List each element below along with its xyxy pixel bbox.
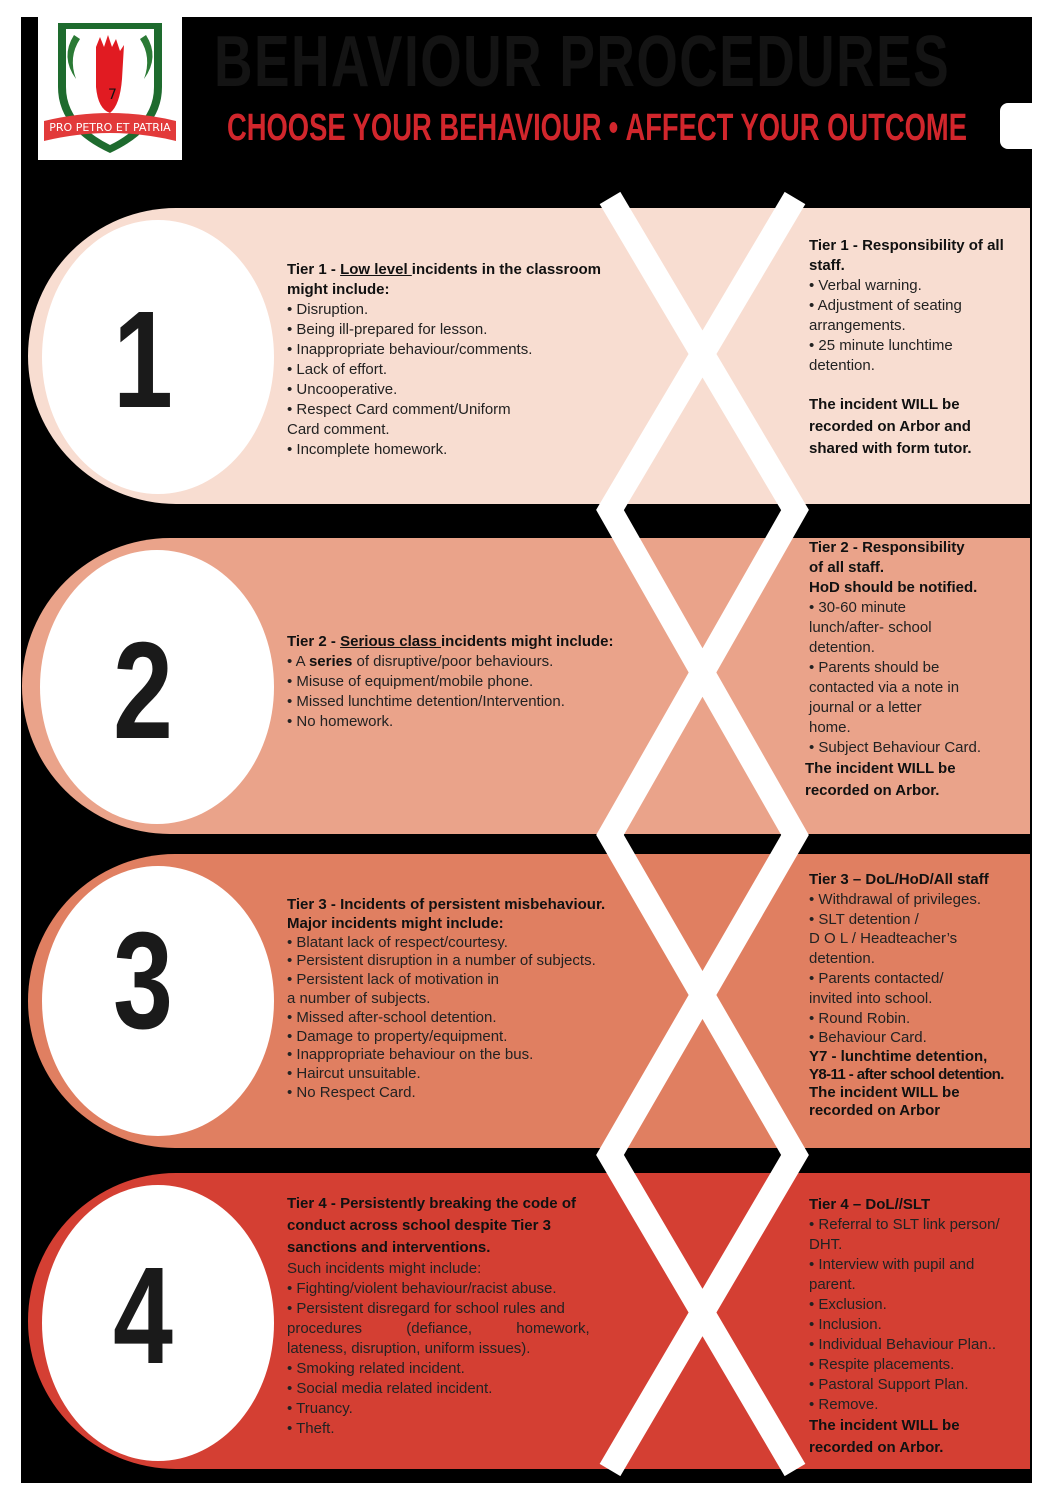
list-item: • Incomplete homework.	[287, 440, 627, 460]
tier-1-footer: shared with form tutor.	[809, 440, 972, 457]
list-item: • Individual Behaviour Plan..	[809, 1336, 997, 1353]
list-item: • Truancy.	[287, 1400, 353, 1417]
tier-3-sanction-heading: Tier 3 – DoL/HoD/All staff	[809, 871, 989, 888]
tier-1-heading-line2: might include:	[287, 281, 390, 298]
list-item	[287, 652, 637, 672]
list-item: • 30-60 minute	[809, 599, 906, 616]
list-item: • Disruption.	[287, 300, 627, 320]
school-crest-logo	[38, 17, 182, 160]
list-item: detention.	[809, 639, 875, 656]
list-item: • Subject Behaviour Card.	[809, 739, 982, 756]
tier-1-sanctions	[809, 236, 1019, 460]
tier-2-sanction-heading: HoD should be notified.	[809, 579, 978, 596]
list-item: lunch/after- school	[809, 619, 932, 636]
list-item: • Pastoral Support Plan.	[809, 1376, 969, 1393]
tier-1-band	[0, 208, 1049, 504]
tier-3-detention-note: Y7 - lunchtime detention,	[809, 1048, 988, 1066]
list-item: • Uncooperative.	[287, 380, 627, 400]
list-item: • Respect Card comment/Uniform	[287, 400, 627, 420]
tier-4-footer: recorded on Arbor.	[809, 1439, 944, 1456]
tier-1-footer: The incident WILL be	[809, 396, 960, 413]
tier-4-sanction-heading: Tier 4 – DoL//SLT	[809, 1196, 931, 1213]
list-item: • SLT detention /	[809, 910, 919, 928]
tier-4-heading: conduct across school despite Tier 3	[287, 1217, 551, 1234]
tier-4-heading: sanctions and interventions.	[287, 1239, 491, 1256]
list-item-continuation: detention.	[809, 357, 875, 374]
tier-1-number: 1	[113, 283, 173, 437]
item-emphasis: series	[308, 653, 353, 670]
subtitle-part-1: CHOOSE YOUR BEHAVIOUR	[227, 107, 602, 149]
list-intro: Such incidents might include:	[287, 1260, 482, 1277]
tier-1-heading-underlined: Low level	[340, 261, 412, 278]
page-subtitle	[227, 106, 967, 150]
tier-2-sanction-heading: Tier 2 - Responsibility	[809, 539, 965, 556]
svg-text:7: 7	[108, 87, 117, 103]
list-item: • Adjustment of seating	[809, 296, 1019, 316]
list-item: • Damage to property/equipment.	[287, 1027, 508, 1045]
subtitle-part-2: AFFECT YOUR OUTCOME	[625, 107, 967, 149]
list-item: DHT.	[809, 1236, 843, 1253]
list-item: • Verbal warning.	[809, 276, 1019, 296]
tier-3-footer: The incident WILL be	[809, 1084, 960, 1102]
list-item-continuation: lateness, disruption, uniform issues).	[287, 1340, 531, 1357]
list-item: • Missed lunchtime detention/Intervention.	[287, 692, 637, 712]
list-item: • Withdrawal of privileges.	[809, 890, 981, 908]
tier-3-band	[0, 854, 1049, 1148]
list-item: • No homework.	[287, 712, 637, 732]
tier-3-heading: Tier 3 - Incidents of persistent misbehaviour.	[287, 896, 606, 913]
list-item: • Referral to SLT link person/	[809, 1216, 1000, 1233]
crest-motto: PRO PETRO ET PATRIA	[49, 121, 171, 134]
tier-2-heading-rest: incidents might include:	[441, 633, 614, 650]
list-item: • Behaviour Card.	[809, 1029, 927, 1047]
list-item: D O L / Headteacher’s	[809, 930, 958, 948]
list-item-continuation: procedures (defiance, homework,	[287, 1320, 590, 1337]
list-item: • Missed after-school detention.	[287, 1008, 497, 1026]
list-item: • Respite placements.	[809, 1356, 955, 1373]
tier-3-number: 3	[113, 904, 173, 1058]
list-item: • Theft.	[287, 1420, 335, 1437]
list-item: contacted via a note in	[809, 679, 960, 696]
list-item: • Social media related incident.	[287, 1380, 493, 1397]
list-item: • Exclusion.	[809, 1296, 887, 1313]
tier-1-sanction-heading-cont: staff.	[809, 257, 845, 274]
page-title: BEHAVIOUR PROCEDURES	[214, 22, 951, 102]
tier-1-footer: recorded on Arbor and	[809, 418, 971, 435]
tier-4-footer: The incident WILL be	[809, 1417, 960, 1434]
list-item: home.	[809, 719, 851, 736]
tier-2-incidents	[287, 632, 637, 732]
list-item: • Remove.	[809, 1396, 879, 1413]
tier-2-footer: The incident WILL be	[805, 760, 956, 777]
tier-3-incidents	[287, 896, 637, 1103]
crest-emblem	[38, 17, 182, 160]
list-item: • Persistent lack of motivation in	[287, 971, 500, 989]
list-item: • Parents should be	[809, 659, 940, 676]
list-item: detention.	[809, 950, 875, 968]
tier-1-heading-prefix: Tier 1 -	[287, 261, 341, 278]
tier-4-sanctions	[809, 1195, 1024, 1459]
tier-2-heading-prefix: Tier 2 -	[287, 633, 341, 650]
list-item-continuation: Card comment.	[287, 421, 390, 438]
list-item: • Persistent disruption in a number of subjects.	[287, 952, 596, 970]
list-item: a number of subjects.	[287, 989, 431, 1007]
list-item: parent.	[809, 1276, 856, 1293]
list-item: • Inappropriate behaviour/comments.	[287, 340, 627, 360]
tier-2-number: 2	[113, 614, 173, 768]
list-item: • Lack of effort.	[287, 360, 627, 380]
list-item: • Haircut unsuitable.	[287, 1065, 421, 1083]
list-item-continuation: arrangements.	[809, 317, 906, 334]
corner-tab	[1000, 103, 1040, 149]
list-item: • Interview with pupil and	[809, 1256, 975, 1273]
list-item: • Round Robin.	[809, 1009, 911, 1027]
list-item: invited into school.	[809, 989, 933, 1007]
tier-2-sanctions	[805, 538, 1019, 802]
list-item: • Parents contacted/	[809, 969, 944, 987]
tier-1-sanction-heading: Tier 1 - Responsibility of all	[809, 237, 1004, 254]
list-item: • Misuse of equipment/mobile phone.	[287, 672, 637, 692]
list-item: • Persistent disregard for school rules and	[287, 1300, 565, 1317]
tier-3-heading: Major incidents might include:	[287, 914, 504, 932]
list-item: • Inclusion.	[809, 1316, 882, 1333]
tier-3-sanctions	[809, 870, 1024, 1120]
item-text: A	[295, 653, 309, 670]
list-item: • No Respect Card.	[287, 1083, 416, 1101]
tier-3-footer: recorded on Arbor	[809, 1102, 941, 1120]
list-item: • 25 minute lunchtime	[809, 336, 1019, 356]
tier-4-incidents	[287, 1193, 602, 1439]
tier-2-sanction-heading: of all staff.	[809, 559, 885, 576]
tier-2-heading-underlined: Serious class	[340, 633, 441, 650]
item-text: of disruptive/poor behaviours.	[352, 653, 554, 670]
list-item: • Smoking related incident.	[287, 1360, 465, 1377]
tier-1-heading-rest: incidents in the classroom	[411, 261, 602, 278]
tier-4-number: 4	[113, 1239, 173, 1393]
tier-2-footer: recorded on Arbor.	[805, 782, 940, 799]
list-item: • Blatant lack of respect/courtesy.	[287, 933, 508, 951]
subtitle-separator: •	[608, 107, 619, 149]
list-item: • Fighting/violent behaviour/racist abuse.	[287, 1280, 557, 1297]
list-item: • Inappropriate behaviour on the bus.	[287, 1046, 534, 1064]
tier-2-band	[0, 538, 1049, 834]
list-item: journal or a letter	[809, 699, 922, 716]
tier-4-band	[0, 1173, 1049, 1469]
tier-4-heading: Tier 4 - Persistently breaking the code of	[287, 1195, 576, 1212]
tier-3-detention-note: Y8-11 - after school detention.	[809, 1066, 1004, 1084]
tier-1-incidents	[287, 260, 627, 460]
list-item: • Being ill-prepared for lesson.	[287, 320, 627, 340]
